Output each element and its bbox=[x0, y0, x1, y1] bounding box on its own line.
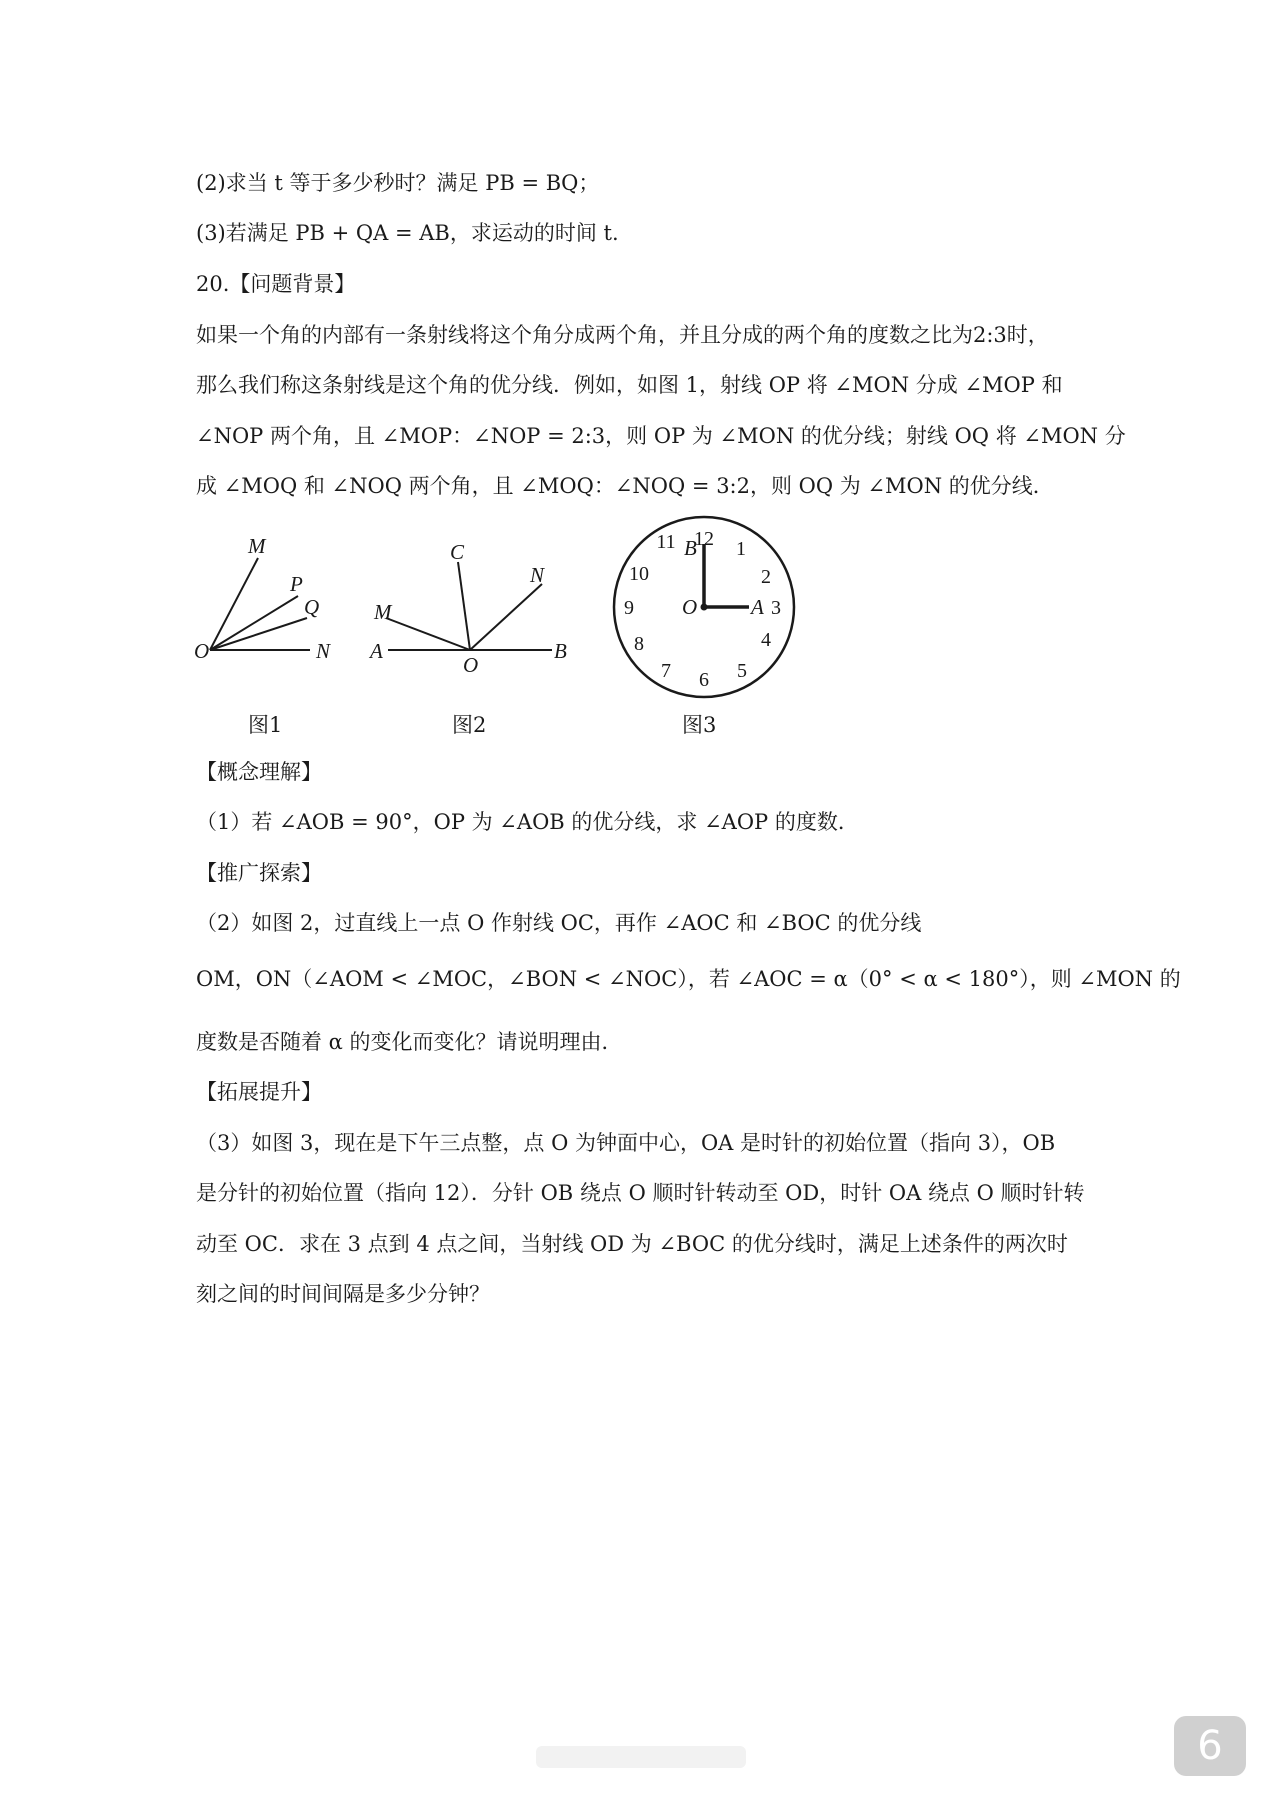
label-a: A bbox=[751, 595, 764, 619]
page-number-badge: 6 bbox=[1174, 1716, 1246, 1776]
label-c: C bbox=[450, 542, 465, 564]
clock-number-7: 7 bbox=[661, 660, 671, 682]
explore-heading: 【推广探索】 bbox=[196, 861, 322, 885]
clock-number-6: 6 bbox=[699, 669, 709, 691]
clock-number-9: 9 bbox=[624, 597, 634, 619]
clock-number-1: 1 bbox=[736, 538, 746, 560]
label-b: B bbox=[554, 639, 567, 663]
figure-3-clock bbox=[604, 514, 804, 704]
background-line-2: 那么我们称这条射线是这个角的优分线．例如，如图 1，射线 OP 将 ∠MON 分成 ∠MOP 和 bbox=[196, 373, 1063, 397]
question-2b-line-1: （2）如图 2，过直线上一点 O 作射线 OC，再作 ∠AOC 和 ∠BOC 的优分线 bbox=[196, 911, 922, 935]
ray-om bbox=[386, 618, 470, 650]
question-1-text: （1）若 ∠AOB = 90°，OP 为 ∠AOB 的优分线，求 ∠AOP 的度数． bbox=[196, 810, 859, 834]
clock-number-2: 2 bbox=[761, 566, 771, 588]
background-line-4: 成 ∠MOQ 和 ∠NOQ 两个角，且 ∠MOQ：∠NOQ = 3:2，则 OQ 为 ∠MON 的优分线． bbox=[196, 474, 1054, 498]
ray-on bbox=[470, 584, 542, 650]
background-line-3: ∠NOP 两个角，且 ∠MOP：∠NOP = 2:3，则 OP 为 ∠MON 的优分线；射线 OQ 将 ∠MON 分 bbox=[196, 424, 1126, 448]
question-3-text: (3)若满足 PB + QA = AB，求运动的时间 t. bbox=[196, 221, 619, 245]
question-3b-line-1: （3）如图 3，现在是下午三点整，点 O 为钟面中心，OA 是时针的初始位置（指向 3），OB bbox=[196, 1131, 1056, 1155]
label-m: M bbox=[248, 534, 266, 558]
figure-3-caption: 图3 bbox=[682, 713, 717, 737]
label-q: Q bbox=[304, 595, 320, 619]
label-o: O bbox=[463, 653, 479, 672]
concept-heading: 【概念理解】 bbox=[196, 760, 322, 784]
question-2b-line-3: 度数是否随着 α 的变化而变化？请说明理由． bbox=[196, 1030, 623, 1054]
label-m: M bbox=[374, 600, 392, 624]
question-3b-line-3: 动至 OC．求在 3 点到 4 点之间，当射线 OD 为 ∠BOC 的优分线时，满足上述条件的两次时 bbox=[196, 1232, 1068, 1256]
label-p: P bbox=[290, 572, 303, 596]
clock-number-12: 12 bbox=[694, 528, 714, 550]
label-a: A bbox=[370, 639, 383, 663]
label-b: B bbox=[684, 536, 697, 560]
clock-number-5: 5 bbox=[737, 660, 747, 682]
question-2-text: (2)求当 t 等于多少秒时？满足 PB = BQ； bbox=[196, 171, 600, 195]
extension-heading: 【拓展提升】 bbox=[196, 1080, 322, 1104]
figure-2-caption: 图2 bbox=[452, 713, 487, 737]
question-3b-line-2: 是分针的初始位置（指向 12）．分针 OB 绕点 O 顺时针转动至 OD，时针 OA 绕点 O 顺时针转 bbox=[196, 1181, 1085, 1205]
figure-2 bbox=[362, 542, 582, 672]
label-n: N bbox=[316, 639, 331, 662]
ray-oc bbox=[458, 562, 470, 650]
background-line-1: 如果一个角的内部有一条射线将这个角分成两个角，并且分成的两个角的度数之比为2:3时， bbox=[196, 323, 1049, 347]
clock-number-3: 3 bbox=[771, 597, 781, 619]
figure-1 bbox=[192, 532, 352, 662]
figure-1-caption: 图1 bbox=[248, 713, 283, 737]
clock-number-4: 4 bbox=[761, 629, 771, 651]
question-2b-line-2: OM，ON（∠AOM < ∠MOC，∠BON < ∠NOC），若 ∠AOC = α（0° < α < 180°），则 ∠MON 的 bbox=[196, 967, 1181, 991]
clock-number-8: 8 bbox=[634, 633, 644, 655]
scan-artifact bbox=[536, 1746, 746, 1768]
clock-number-10: 10 bbox=[629, 563, 649, 585]
label-o: O bbox=[194, 639, 210, 662]
label-o: O bbox=[682, 595, 698, 619]
question-3b-line-4: 刻之间的时间间隔是多少分钟？ bbox=[196, 1282, 490, 1306]
clock-number-11: 11 bbox=[656, 531, 676, 553]
label-n: N bbox=[530, 563, 545, 587]
problem-20-heading: 20.【问题背景】 bbox=[196, 272, 356, 296]
clock-center bbox=[701, 604, 708, 611]
